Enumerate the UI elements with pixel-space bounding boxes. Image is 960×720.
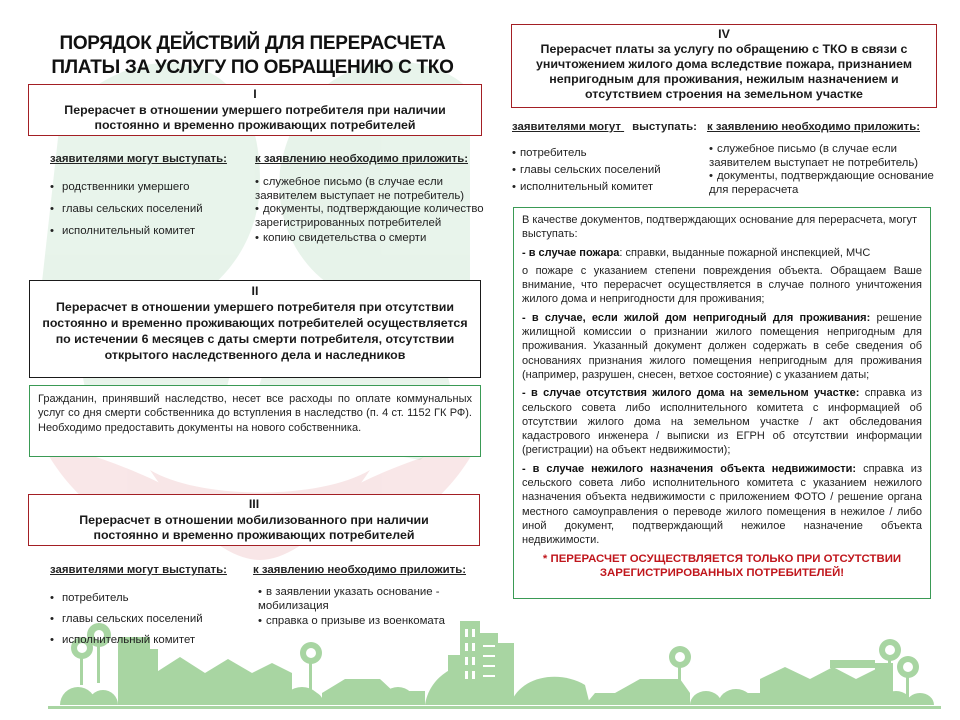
section-1-number: I — [253, 87, 257, 101]
section-1-attachments-list — [255, 176, 490, 246]
section-1-applicants-list — [50, 176, 240, 242]
list-item: • в заявлении указать основание - мобилизация — [258, 586, 478, 613]
section-4-applicants-label-underlined: заявителями могут — [512, 121, 621, 133]
list-item: • исполнительный комитет — [512, 179, 702, 196]
list-item: • главы сельских поселений — [50, 609, 240, 630]
list-item: • потребитель — [512, 145, 702, 162]
section-4-doc-uninhabitable — [522, 311, 922, 382]
doc-lead: - в случае пожара — [522, 246, 620, 259]
list-item: • документы, подтверждающие количество зарегистрированных потребителей — [255, 203, 490, 230]
list-item: • документы, подтверждающие основание для перерасчета — [709, 170, 945, 197]
doc-text: : справки, выданные пожарной инспекцией, МЧС — [619, 246, 871, 259]
list-item: • исполнительный комитет — [50, 220, 240, 242]
section-3-header — [28, 494, 480, 546]
section-2-heading: Перерасчет в отношении умершего потребителя при отсутствии постоянно и временно проживающих потребителей осуществляется по истечении 6 месяцев с даты смерти потребителя, отсутствии открытого наследственного дела и наследников — [42, 300, 468, 362]
section-4-documents-box — [513, 207, 931, 599]
list-item: • служебное письмо (в случае если заявителем выступает не потребитель) — [709, 143, 945, 170]
doc-text: справка из сельского совета либо исполнительного комитета с информацией об отсутствии жилого дома на земельном участке / акт обследования кадастрового инженера / выписки из ЕГРН об отсутствии информации (регистрации) на объект недвижимости); — [522, 387, 922, 457]
page-title-line1: ПОРЯДОК ДЕЙСТВИЙ ДЛЯ ПЕРЕРАСЧЕТА — [59, 33, 446, 54]
doc-text: о пожаре с указанием степени повреждения объекта. Обращаем Ваше внимание, что перерасчет осуществляется в случае полного уничтожения жилого дома и непригодности для проживания; — [522, 264, 922, 306]
section-2-header — [29, 280, 481, 378]
section-4-attachments-list — [709, 143, 945, 197]
list-item: • родственники умершего — [50, 176, 240, 198]
section-4-docs-intro: В качестве документов, подтверждающих основание для перерасчета, могут выступать: — [522, 214, 918, 241]
section-4-doc-non-residential — [522, 462, 922, 548]
section-4-applicants-label-plain: выступать: — [632, 121, 697, 133]
section-4-doc-fire — [522, 246, 922, 260]
section-3-attachments-label: к заявлению необходимо приложить: — [253, 564, 467, 576]
section-1-attachments-label: к заявлению необходимо приложить: — [255, 153, 469, 165]
doc-text: решение жилищной комиссии о признании жилого помещения непригодным для проживания. Указанный документ должен содержать в себе сведения об основаниях признания жилого помещения непригодным для проживания (например, разрушен, снесен, ветхое состояние) с указанием даты; — [522, 311, 922, 381]
section-1-applicants-label: заявителями могут выступать: — [50, 153, 227, 165]
section-2-inheritance-note: Гражданин, принявший наследство, несет все расходы по оплате коммунальных услуг со дня смерти собственника до вступления в наследство (п. 4 ст. 1152 ГК РФ). Необходимо предоставить документы на нового собственника. — [29, 385, 481, 457]
page-title-line2: ПЛАТЫ ЗА УСЛУГУ ПО ОБРАЩЕНИЮ С ТКО — [51, 57, 454, 78]
list-item: • главы сельских поселений — [50, 198, 240, 220]
list-item: • служебное письмо (в случае если заявителем выступает не потребитель) — [255, 176, 490, 203]
section-4-attachments-label: к заявлению необходимо приложить: — [707, 121, 921, 133]
section-3-applicants-label: заявителями могут выступать: — [50, 564, 227, 576]
section-3-attachments-list — [258, 586, 478, 629]
doc-lead: - в случае отсутствия жилого дома на земельном участке: — [522, 387, 860, 400]
list-item: • копию свидетельства о смерти — [255, 232, 490, 246]
section-4-header — [511, 24, 937, 108]
section-4-applicants-list — [512, 145, 702, 196]
list-item: • главы сельских поселений — [512, 162, 702, 179]
section-4-doc-no-house — [522, 386, 922, 457]
doc-lead: - в случае, если жилой дом непригодный для проживания: — [522, 311, 871, 324]
section-3-number: III — [248, 497, 260, 511]
section-2-number: II — [251, 284, 259, 298]
section-4-doc-fire-note — [522, 264, 922, 307]
section-4-applicants-label — [512, 121, 697, 133]
list-item: • справка о призыве из военкомата — [258, 615, 478, 629]
doc-text: справка из сельского совета либо исполнительного комитета с указанием нежилого назначения объекта недвижимости с приложением ФОТО / решение органа местного самоуправления о переводе жилого помещения в нежилое / либо иной документ, подтверждающий нежилое назначение объекта недвижимости. — [522, 462, 922, 547]
section-4-number: IV — [718, 27, 730, 41]
section-1-heading: Перерасчет в отношении умершего потребителя при наличии постоянно и временно проживающих потребителей — [64, 102, 446, 132]
doc-lead: - в случае нежилого назначения объекта недвижимости: — [522, 462, 857, 475]
section-1-header — [28, 84, 482, 136]
list-item: • исполнительный комитет — [50, 630, 240, 651]
page-title — [20, 32, 485, 80]
section-4-heading: Перерасчет платы за услугу по обращению с ТКО в связи с уничтожением жилого дома вследствие пожара, признанием непригодным для проживания, нежилым назначением и отсутствием строения на земельном участке — [535, 42, 913, 101]
section-3-heading: Перерасчет в отношении мобилизованного при наличии постоянно и временно проживающих потребителей — [79, 512, 429, 542]
recalculation-warning: * ПЕРЕРАСЧЕТ ОСУЩЕСТВЛЯЕТСЯ ТОЛЬКО ПРИ ОТСУТСТВИИ ЗАРЕГИСТРИРОВАННЫХ ПОТРЕБИТЕЛЕЙ! — [542, 552, 902, 580]
section-3-applicants-list — [50, 588, 240, 651]
list-item: • потребитель — [50, 588, 240, 609]
